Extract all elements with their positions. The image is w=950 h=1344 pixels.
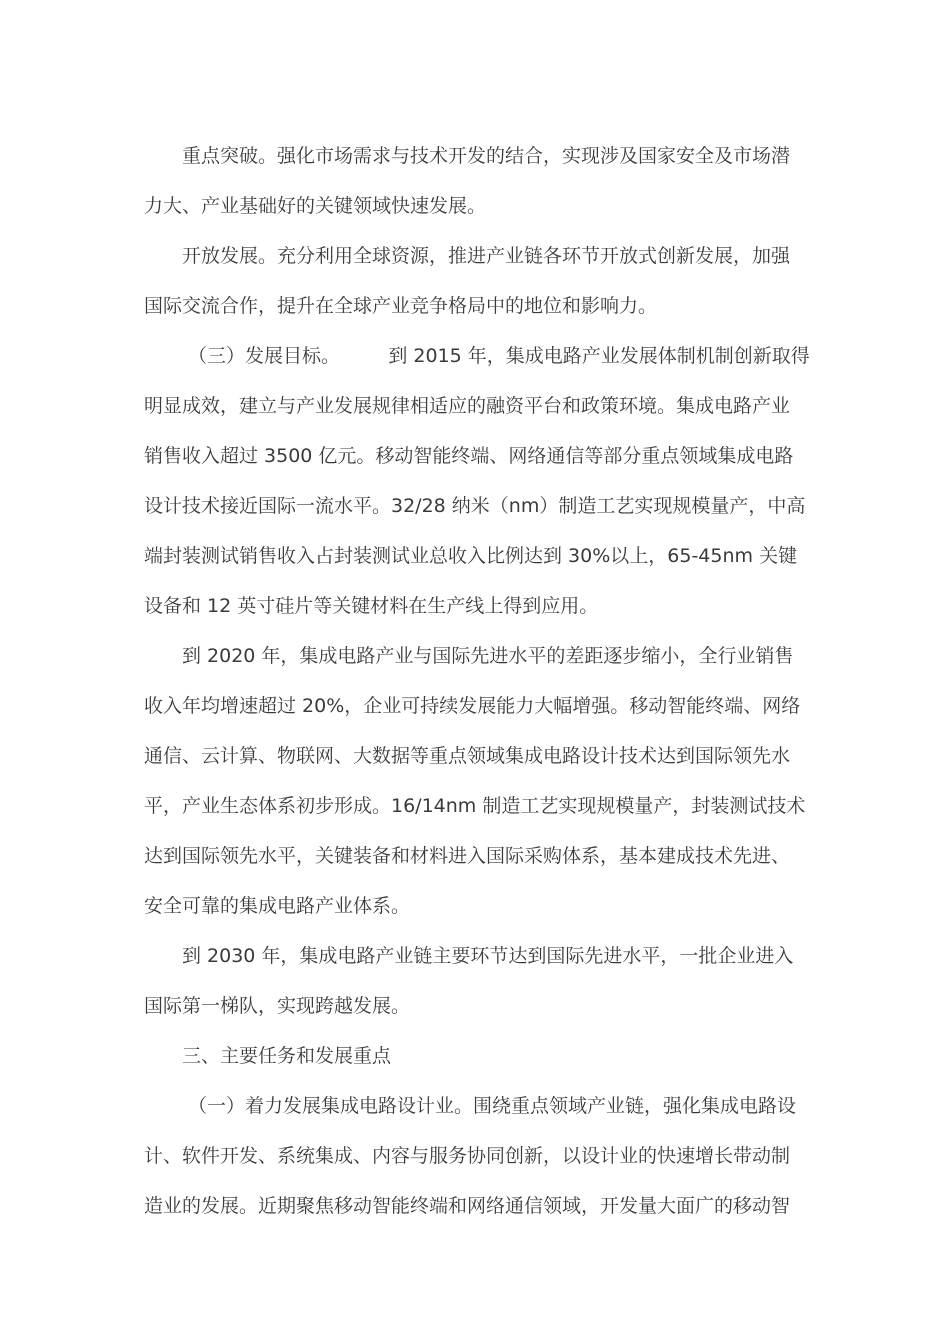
body-text [144, 131, 824, 1231]
paragraph-line: 计、软件开发、系统集成、内容与服务协同创新，以设计业的快速增长带动制 [144, 1145, 791, 1167]
paragraph-line: 国际交流合作，提升在全球产业竞争格局中的地位和影响力。 [144, 295, 658, 317]
paragraph-line: 设备和 12 英寸硅片等关键材料在生产线上得到应用。 [144, 595, 599, 617]
section-heading-line: （三）发展目标。 到 2015 年，集成电路产业发展体制机制创新取得 [188, 345, 810, 367]
paragraph-line: 平，产业生态体系初步形成。16/14nm 制造工艺实现规模量产，封装测试技术 [144, 795, 806, 817]
paragraph-line: 安全可靠的集成电路产业体系。 [144, 895, 411, 917]
paragraph-line: 销售收入超过 3500 亿元。移动智能终端、网络通信等部分重点领域集成电路 [144, 445, 794, 467]
paragraph-line: 造业的发展。近期聚焦移动智能终端和网络通信领域，开发量大面广的移动智 [144, 1195, 791, 1217]
paragraph-line: 明显成效，建立与产业发展规律相适应的融资平台和政策环境。集成电路产业 [144, 395, 791, 417]
paragraph-line: 到 2030 年，集成电路产业链主要环节达到国际先进水平，一批企业进入 [182, 945, 794, 967]
paragraph-line: 达到国际领先水平，关键装备和材料进入国际采购体系，基本建成技术先进、 [144, 845, 791, 867]
paragraph-line: 收入年均增速超过 20%，企业可持续发展能力大幅增强。移动智能终端、网络 [144, 695, 801, 717]
paragraph-line: 通信、云计算、物联网、大数据等重点领域集成电路设计技术达到国际领先水 [144, 745, 791, 767]
paragraph-line: 到 2020 年，集成电路产业与国际先进水平的差距逐步缩小，全行业销售 [182, 645, 794, 667]
paragraph-line: 重点突破。强化市场需求与技术开发的结合，实现涉及国家安全及市场潜 [182, 145, 791, 167]
paragraph-line: 端封装测试销售收入占封装测试业总收入比例达到 30%以上，65-45nm 关键 [144, 545, 798, 567]
section-heading: 三、主要任务和发展重点 [182, 1045, 392, 1067]
paragraph-line: 开放发展。充分利用全球资源，推进产业链各环节开放式创新发展，加强 [182, 245, 791, 267]
paragraph-line: 国际第一梯队，实现跨越发展。 [144, 995, 411, 1017]
paragraph-line: 设计技术接近国际一流水平。32/28 纳米（nm）制造工艺实现规模量产，中高 [144, 495, 806, 517]
paragraph-line: 力大、产业基础好的关键领域快速发展。 [144, 195, 487, 217]
paragraph-line: （一）着力发展集成电路设计业。围绕重点领域产业链，强化集成电路设 [188, 1095, 797, 1117]
